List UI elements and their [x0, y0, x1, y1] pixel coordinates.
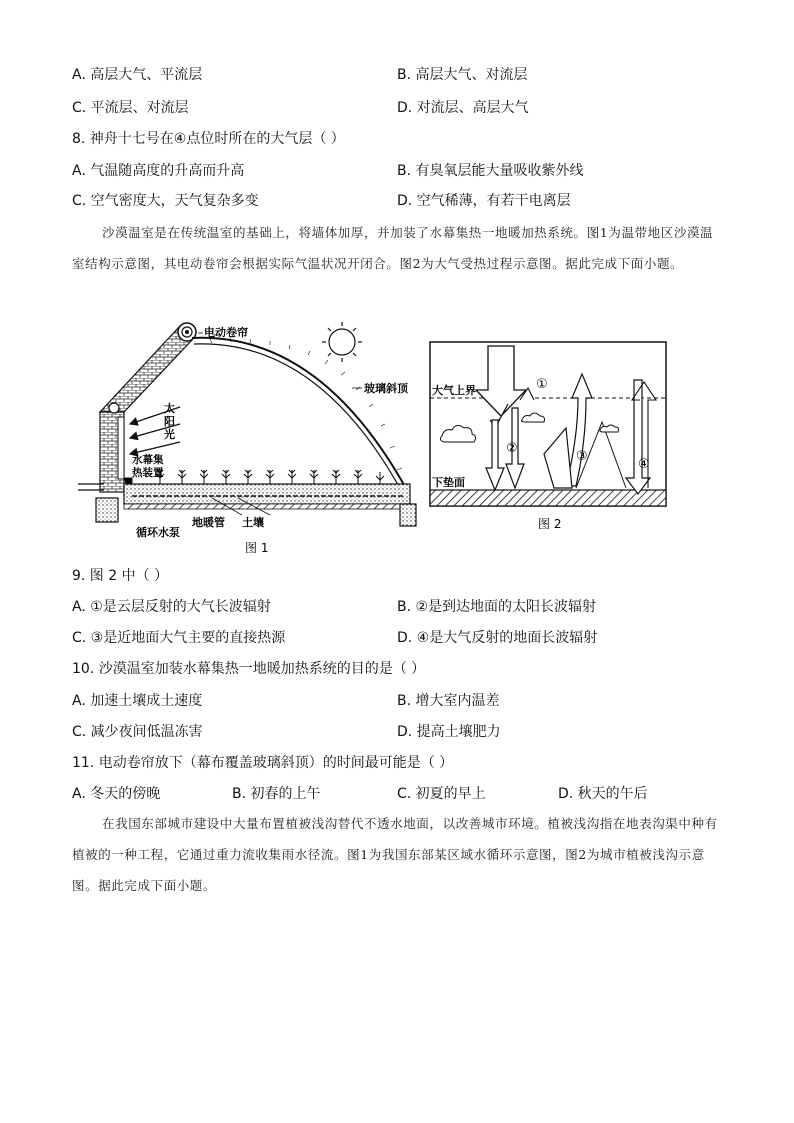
- figure-2-atmosphere-heating: [426, 338, 672, 534]
- label-num-2: ②: [506, 441, 518, 456]
- label-sunlight-1: 太: [164, 402, 175, 415]
- label-pump: 循环水泵: [136, 526, 180, 539]
- q9-option-a: A. ①是云层反射的大气长波辐射: [72, 599, 271, 615]
- q11-option-d: D. 秋天的午后: [558, 786, 648, 802]
- figure-1-caption: 图 1: [245, 541, 269, 555]
- q7-option-a: A. 高层大气、平流层: [72, 67, 203, 83]
- q10-stem: 10. 沙漠温室加装水幕集热一地暖加热系统的目的是（ ）: [72, 661, 426, 677]
- q11-option-b: B. 初春的上午: [232, 786, 321, 802]
- q11-option-a: A. 冬天的傍晚: [72, 786, 161, 802]
- figure-2-caption: 图 2: [538, 517, 562, 531]
- q9-stem: 9. 图 2 中（ ）: [72, 568, 169, 584]
- label-floor-heating: 地暖管: [192, 516, 225, 529]
- q8-option-b: B. 有臭氧层能大量吸收紫外线: [397, 163, 584, 179]
- label-num-4: ④: [638, 457, 650, 472]
- q10-option-d: D. 提高土壤肥力: [397, 724, 501, 740]
- q7-option-d: D. 对流层、高层大气: [397, 100, 529, 116]
- label-sunlight-2: 阳: [164, 415, 175, 428]
- label-curtain: 电动卷帘: [204, 326, 248, 339]
- label-water-curtain-2: 热装置: [132, 467, 164, 479]
- label-atmosphere-top: 大气上界: [432, 384, 476, 397]
- q7-option-c: C. 平流层、对流层: [72, 100, 189, 116]
- q9-option-c: C. ③是近地面大气主要的直接热源: [72, 630, 286, 646]
- q10-option-a: A. 加速土壤成土速度: [72, 693, 203, 709]
- passage-vegetation-swale-text: 在我国东部城市建设中大量布置植被浅沟替代不透水地面，以改善城市环境。植被浅沟指在地表沟渠中种有植被的一种工程，它通过重力流收集雨水径流。图1为我国东部某区域水循环示意图，图2为城市植被浅沟示意图。据此完成下面小题。: [72, 816, 718, 893]
- q7-option-b: B. 高层大气、对流层: [397, 67, 528, 83]
- q10-option-b: B. 增大室内温差: [397, 693, 500, 709]
- q8-option-d: D. 空气稀薄，有若干电离层: [397, 193, 571, 209]
- sun-icon: [322, 322, 362, 362]
- q10-option-c: C. 减少夜间低温冻害: [72, 724, 203, 740]
- label-sunlight-3: 光: [164, 428, 175, 441]
- q11-option-c: C. 初夏的早上: [397, 786, 486, 802]
- label-ground-surface: 下垫面: [432, 476, 465, 489]
- q8-option-c: C. 空气密度大，天气复杂多变: [72, 193, 259, 209]
- q9-option-d: D. ④是大气反射的地面长波辐射: [397, 630, 598, 646]
- label-glass-roof: 玻璃斜顶: [364, 382, 408, 395]
- label-water-curtain-1: 水幕集: [132, 454, 164, 466]
- q9-option-b: B. ②是到达地面的太阳长波辐射: [397, 599, 597, 615]
- q11-stem: 11. 电动卷帘放下（幕布覆盖玻璃斜顶）的时间最可能是（ ）: [72, 755, 454, 771]
- label-num-1: ①: [536, 377, 548, 392]
- q8-stem: 8. 神舟十七号在④点位时所在的大气层（ ）: [72, 131, 345, 147]
- q8-option-a: A. 气温随高度的升高而升高: [72, 163, 245, 179]
- passage-vegetation-swale: [72, 808, 722, 901]
- label-num-3: ③: [576, 449, 588, 464]
- figure-1-greenhouse: [70, 312, 420, 562]
- passage-greenhouse-text: 沙漠温室是在传统温室的基础上，将墙体加厚，并加装了水幕集热一地暖加热系统。图1为温带地区沙漠温室结构示意图，其电动卷帘会根据实际气温状况开闭合。图2为大气受热过程示意图。据此完成下面小题。: [72, 225, 714, 271]
- label-soil: 土壤: [242, 516, 264, 529]
- passage-greenhouse: [72, 217, 722, 279]
